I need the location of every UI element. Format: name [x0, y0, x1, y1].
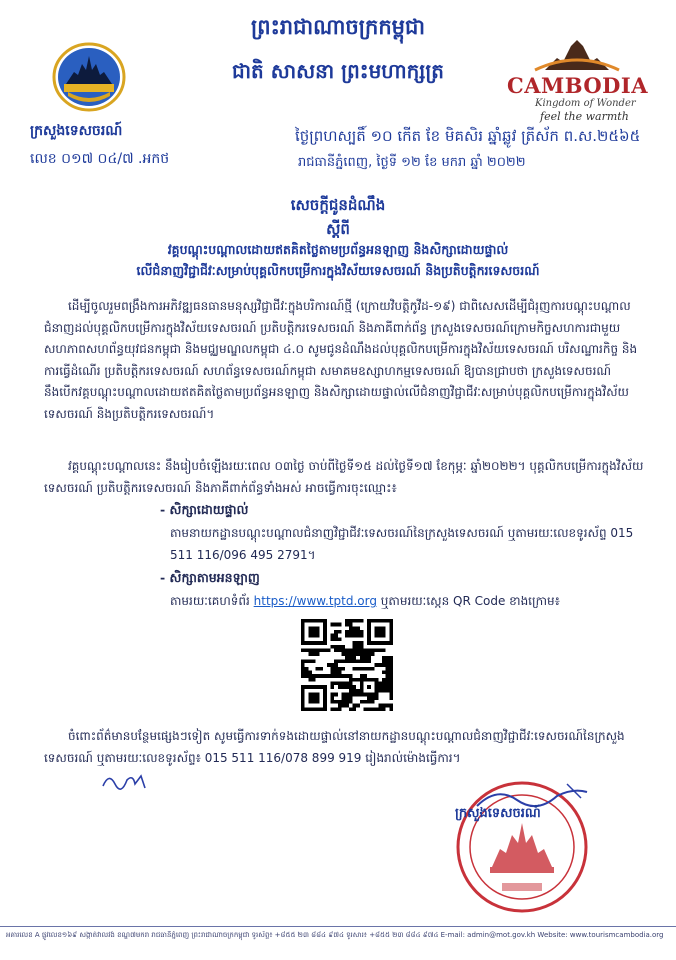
brand-tagline: Kingdom of Wonder	[535, 98, 636, 109]
document-about-label: ស្តីពី	[326, 220, 350, 238]
body-paragraph-2: វគ្គបណ្តុះបណ្តាលនេះ នឹងរៀបចំឡើងរយៈពេល ០៣ថ្ងៃ ចាប់ពីថ្ងៃទី១៥ ដល់ថ្ងៃទី១៧ ខែកុម្ភៈ ឆ្នាំ២០២២។ បុគ្គលិកបម្រើការក្នុងវិស័យទេសចរណ៍ ប្រតិបត្តិករទេសចរណ៍ និងភាគីពាក់ព័ន្ធទាំងអស់ អាចធ្វើការចុះឈ្មោះ៖	[44, 459, 644, 495]
website-link[interactable]: https://www.tptd.org	[253, 594, 377, 608]
method-online-prefix: តាមរយៈគេហទំព័រ	[170, 594, 254, 608]
kingdom-heading: ព្រះរាជាណាចក្រកម្ពុជា	[250, 15, 425, 39]
brand-slogan: feel the warmth	[540, 110, 629, 123]
ministry-name: ក្រសួងទេសចរណ៍	[30, 123, 123, 139]
registration-qr-code[interactable]	[301, 619, 393, 711]
solar-date: រាជធានីភ្នំពេញ, ថ្ងៃទី ១២ ខែ មករា ឆ្នាំ ២០២២	[298, 155, 526, 170]
ministry-logo-icon	[52, 42, 126, 112]
method-in-person-label: - សិក្សាដោយផ្ទាល់	[160, 502, 249, 517]
method-online-suffix: ឬតាមរយៈស្កេន QR Code ខាងក្រោម៖	[376, 594, 560, 608]
method-in-person-text: តាមនាយកដ្ឋានបណ្តុះបណ្តាលជំនាញវិជ្ជាជីវៈទេសចរណ៍នៃក្រសួងទេសចរណ៍ ឬតាមរយៈលេខទូរស័ព្ទ 015 511 116/096 495 2791។	[170, 526, 634, 562]
method-online-label: - សិក្សាតាមអនឡាញ	[160, 570, 260, 585]
document-title-line-2: លើជំនាញវិជ្ជាជីវៈសម្រាប់បុគ្គលិកបម្រើការក្នុងវិស័យទេសចរណ៍ និងប្រតិបត្តិករទេសចរណ៍	[136, 263, 540, 278]
brand-wordmark: CAMBODIA	[506, 73, 648, 98]
body-paragraph-1: ដើម្បីចូលរួមពង្រឹងការអភិវឌ្ឍធនធានមនុស្សវិជ្ជាជីវៈក្នុងបរិការណ៍ថ្មី (ក្រោយវិបត្តិកូវីដ-១៩) ជាពិសេសដើម្បីជំរុញការបណ្តុះបណ្តាលជំនាញដល់បុគ្គលិកបម្រើការក្នុងវិស័យទេសចរណ៍ ប្រតិបត្តិករទេសចរណ៍ និងភាគីពាក់ព័ន្ធ ក្រសួងទេសចរណ៍ក្រោមកិច្ចសហការជាមួយសហភាពសហព័ន្ធយុវជនកម្ពុជា និងមជ្ឈមណ្ឌលកម្ពុជា ៤.០ សូមជូនដំណឹងដល់បុគ្គលិកបម្រើការក្នុងវិស័យទេសចរណ៍ បរិសណ្ឋារកិច្ច និងការធ្វើដំណើរ ប្រតិបត្តិករទេសចរណ៍ សហព័ន្ធទេសចរណ៍កម្ពុជា សមាគមឧស្សាហកម្មទេសចរណ៍ ឱ្យបានជ្រាបថា ក្រសួងទេសចរណ៍នឹងបើកវគ្គបណ្តុះបណ្តាលដោយឥតគិតថ្លៃតាមប្រព័ន្ធអនឡាញ និងសិក្សាដោយផ្ទាល់លើជំនាញវិជ្ជាជីវៈសម្រាប់បុគ្គលិកបម្រើការក្នុងវិស័យទេសចរណ៍ និងប្រតិបត្តិករទេសចរណ៍។	[44, 299, 638, 421]
footer-contact-info: អគារលេខ A ផ្លូវលេខ១៦៩ សង្កាត់វាលវង់ ខណ្ឌ៧មករា រាជធានីភ្នំពេញ ព្រះរាជាណាចក្រកម្ពុជា ទូរស័ព្ទ៖ +៨៥៥ ២៣ ៨៨៤ ៩៧៤ ទូរសារ៖ +៨៥៥ ២៣ ៨៨៤ ៩៧៤ E-mail: admin@mot.gov.kh Website: www.tourismcambodia.org	[6, 931, 664, 939]
body-paragraph-3: ចំពោះព័ត៌មានបន្ថែមផ្សេងៗទៀត សូមធ្វើការទាក់ទងដោយផ្ទាល់នៅនាយកដ្ឋានបណ្តុះបណ្តាលជំនាញវិជ្ជាជីវៈទេសចរណ៍នៃក្រសួងទេសចរណ៍ ឬតាមរយៈលេខទូរស័ព្ទ៖ 015 511 116/078 899 919 រៀងរាល់ម៉ោងធ្វើការ។	[44, 729, 625, 765]
document-title-line-1: វគ្គបណ្តុះបណ្តាលដោយឥតគិតថ្លៃតាមប្រព័ន្ធអនឡាញ និងសិក្សាដោយផ្ទាល់	[167, 242, 509, 257]
method-online-text	[170, 591, 640, 613]
footer-divider	[0, 926, 676, 927]
lunar-date: ថ្ងៃព្រហស្បតិ៍ ១០ កើត ខែ មិគសិរ ឆ្នាំឆ្លូវ ត្រីស័ក ព.ស.២៥៦៥	[295, 127, 641, 145]
nation-motto: ជាតិ សាសនា ព្រះមហាក្សត្រ	[232, 59, 444, 83]
document-type-heading: សេចក្តីជូនដំណឹង	[290, 196, 386, 214]
stamp-ministry-name: ក្រសួងទេសចរណ៍	[455, 806, 541, 821]
handwritten-initial-mark	[101, 770, 151, 792]
reference-number: លេខ ០១៧ ០៤/៧ .អកថ	[30, 151, 170, 167]
